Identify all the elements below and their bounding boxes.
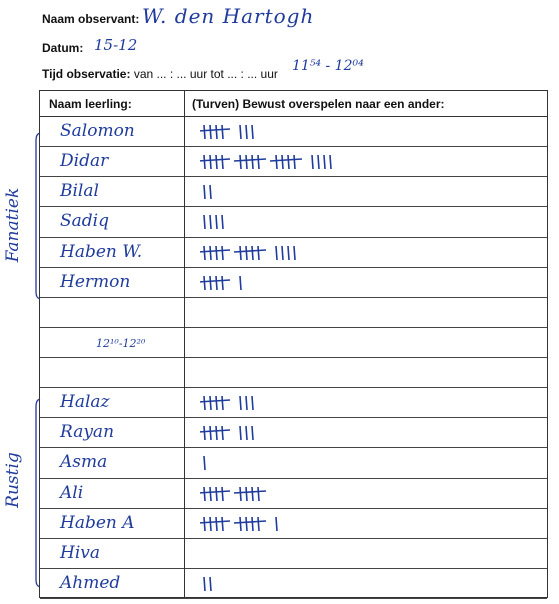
tally-stroke <box>210 185 211 199</box>
tally-stroke <box>252 517 253 531</box>
tally-marks <box>200 147 520 175</box>
tally-stroke <box>210 246 211 260</box>
tally-stroke <box>246 155 247 169</box>
tally-stroke <box>222 125 223 139</box>
tally-marks <box>200 569 520 597</box>
tally-stroke <box>210 396 211 410</box>
tally-stroke <box>210 577 211 591</box>
student-name: Hermon <box>60 271 131 292</box>
tally-stroke <box>258 517 259 531</box>
tally-stroke <box>240 125 241 139</box>
tally-stroke <box>222 276 223 290</box>
tally-stroke <box>240 426 241 440</box>
tally-cross-stroke <box>234 491 266 493</box>
tally-stroke <box>222 215 223 229</box>
tally-stroke <box>222 155 223 169</box>
tally-stroke <box>282 246 283 260</box>
tally-cross-stroke <box>234 159 266 161</box>
tally-marks <box>200 358 520 386</box>
student-name: Sadiq <box>60 211 109 232</box>
table-row <box>40 238 547 268</box>
table-row <box>40 268 547 298</box>
student-name: Bilal <box>60 181 99 202</box>
tally-stroke <box>246 246 247 260</box>
tally-stroke <box>204 426 205 440</box>
student-name: Rayan <box>60 422 115 443</box>
tally-marks <box>200 117 520 145</box>
tally-marks <box>200 238 520 266</box>
tally-stroke <box>204 125 205 139</box>
tally-stroke <box>288 246 289 260</box>
tally-column-header: (Turven) Bewust overspelen naar een ander: <box>192 97 445 111</box>
tally-stroke <box>240 396 241 410</box>
tally-stroke <box>204 246 205 260</box>
tally-marks <box>200 479 520 507</box>
tally-stroke <box>204 517 205 531</box>
tally-stroke <box>294 246 295 260</box>
tally-stroke <box>222 246 223 260</box>
tally-stroke <box>252 155 253 169</box>
tally-marks <box>200 418 520 446</box>
time-label <box>42 67 278 81</box>
student-name: Salomon <box>60 121 135 141</box>
tally-stroke <box>222 426 223 440</box>
tally-stroke <box>252 396 253 410</box>
group-label-fanatiek: Fanatiek <box>3 187 23 263</box>
tally-marks <box>200 298 520 326</box>
tally-stroke <box>246 517 247 531</box>
table-row <box>40 509 547 539</box>
tally-cross-stroke <box>234 250 266 252</box>
observer-label: Naam observant: <box>42 12 140 26</box>
tally-stroke <box>216 246 217 260</box>
table-header-row <box>40 91 547 117</box>
tally-stroke <box>210 487 211 501</box>
tally-marks <box>200 268 520 296</box>
tally-stroke <box>216 517 217 531</box>
tally-stroke <box>252 487 253 501</box>
column-divider <box>184 91 185 597</box>
tally-stroke <box>246 125 247 139</box>
table-row <box>40 207 547 237</box>
tally-stroke <box>246 487 247 501</box>
time-label-rest: van ... : ... uur tot ... : ... uur <box>133 67 278 81</box>
tally-stroke <box>276 517 277 531</box>
student-name: Hiva <box>60 542 101 563</box>
tally-stroke <box>210 125 211 139</box>
tally-stroke <box>252 125 253 139</box>
tally-stroke <box>258 487 259 501</box>
name-column-header: Naam leerling: <box>49 97 132 111</box>
tally-stroke <box>222 487 223 501</box>
tally-stroke <box>240 487 241 501</box>
tally-stroke <box>204 456 205 470</box>
tally-marks <box>200 539 520 567</box>
tally-stroke <box>240 276 241 290</box>
student-name: Ali <box>60 482 84 503</box>
tally-stroke <box>294 155 295 169</box>
tally-stroke <box>216 125 217 139</box>
tally-stroke <box>240 246 241 260</box>
table-row <box>40 569 547 599</box>
tally-stroke <box>204 215 205 229</box>
student-name: Halaz <box>60 392 110 413</box>
table-row <box>40 539 547 569</box>
tally-stroke <box>210 215 211 229</box>
table-row <box>40 418 547 448</box>
tally-stroke <box>276 155 277 169</box>
tally-marks <box>200 448 520 476</box>
time-note: 12¹⁰-12²⁰ <box>96 337 146 350</box>
table-row <box>40 358 547 388</box>
table-row <box>40 117 547 147</box>
tally-stroke <box>330 155 331 169</box>
tally-cross-stroke <box>270 159 302 161</box>
tally-stroke <box>246 396 247 410</box>
tally-stroke <box>204 276 205 290</box>
tally-stroke <box>258 155 259 169</box>
tally-stroke <box>222 517 223 531</box>
tally-marks <box>200 388 520 416</box>
tally-stroke <box>216 215 217 229</box>
tally-stroke <box>210 276 211 290</box>
tally-stroke <box>210 426 211 440</box>
tally-stroke <box>288 155 289 169</box>
tally-stroke <box>204 185 205 199</box>
tally-stroke <box>222 396 223 410</box>
table-row <box>40 298 547 328</box>
tally-stroke <box>216 426 217 440</box>
tally-stroke <box>216 487 217 501</box>
tally-stroke <box>276 246 277 260</box>
tally-stroke <box>282 155 283 169</box>
tally-stroke <box>204 396 205 410</box>
table-row <box>40 448 547 478</box>
tally-marks <box>200 177 520 205</box>
date-value: 15-12 <box>94 36 138 54</box>
time-label-bold: Tijd observatie: <box>42 67 131 81</box>
tally-stroke <box>312 155 313 169</box>
tally-stroke <box>258 246 259 260</box>
tally-marks <box>200 328 520 356</box>
table-row <box>40 177 547 207</box>
time-value: 11⁵⁴ - 12⁰⁴ <box>292 58 364 74</box>
observer-value: W. den Hartogh <box>142 4 315 28</box>
table-row <box>40 479 547 509</box>
group-label-rustig: Rustig <box>3 452 23 508</box>
tally-stroke <box>216 155 217 169</box>
table-row <box>40 388 547 418</box>
tally-stroke <box>204 155 205 169</box>
date-label: Datum: <box>42 41 84 55</box>
table-row <box>40 147 547 177</box>
tally-stroke <box>210 517 211 531</box>
tally-stroke <box>252 246 253 260</box>
student-name: Haben A <box>60 512 135 533</box>
tally-stroke <box>318 155 319 169</box>
tally-marks <box>200 509 520 537</box>
tally-stroke <box>252 426 253 440</box>
tally-marks <box>200 207 520 235</box>
tally-stroke <box>204 577 205 591</box>
tally-stroke <box>204 487 205 501</box>
tally-stroke <box>216 276 217 290</box>
student-name: Ahmed <box>60 572 121 593</box>
student-name: Didar <box>60 151 109 172</box>
student-name: Asma <box>60 452 108 473</box>
tally-stroke <box>246 426 247 440</box>
student-name: Haben W. <box>60 241 143 262</box>
tally-stroke <box>210 155 211 169</box>
tally-cross-stroke <box>234 521 266 523</box>
tally-stroke <box>324 155 325 169</box>
tally-stroke <box>240 517 241 531</box>
tally-stroke <box>216 396 217 410</box>
tally-stroke <box>240 155 241 169</box>
